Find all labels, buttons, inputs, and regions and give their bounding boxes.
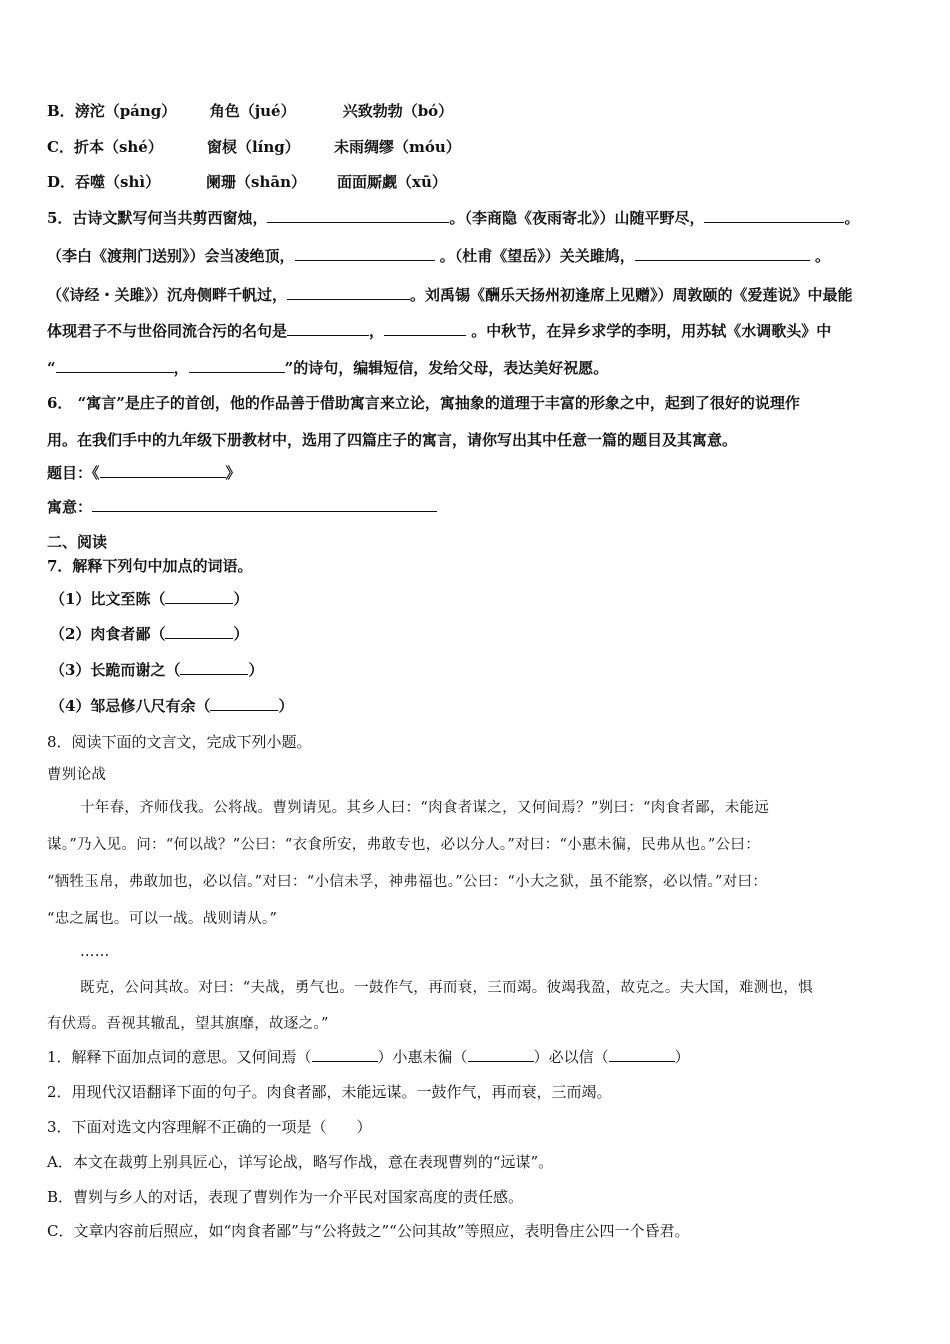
option-item: 未雨绸缪（móu） [333,138,461,156]
option-c [47,137,910,157]
q5-text: 。 [844,209,860,227]
passage-line: 谋。”乃入见。问：“何以战？”公曰：“衣食所安，弗敢专也，必以分人。”对曰：“小惠未徧，民弗从也。”公曰： [47,837,761,853]
option-item: 面面厮觑（xū） [337,173,447,191]
option-label: B． [47,102,75,120]
blank-line[interactable] [287,321,369,336]
q7-item-text: ） [233,590,249,608]
q7-item-text: （4）邹忌修八尺有余（ [50,697,211,715]
q5-text: 5．古诗文默写何当共剪西窗烛， [47,209,268,227]
passage-line: 有伏焉。吾视其辙乱，望其旗靡，故逐之。” [47,1016,329,1032]
q5-text: （《诗经・关雎》）沉舟侧畔千帆过， [47,286,288,304]
passage-line: “牺牲玉帛，弗敢加也，必以信。”对曰：“小信未孚，神弗福也。”公曰：“小大之狱，虽不能察，必以情。”对曰： [47,874,768,890]
option-label: D． [47,173,76,191]
q7-item-text: （3）长跪而谢之（ [50,661,181,679]
blank-line[interactable] [287,285,410,300]
q5-text: “ [47,359,56,377]
q7-item-text: ） [248,661,264,679]
option-item: 窗棂（líng） [206,138,300,156]
blank-line[interactable] [180,660,248,675]
q8-sub-3: 3．下面对选文内容理解不正确的一项是（ ） [47,1118,372,1136]
q5-text: ， [369,322,385,340]
blank-line[interactable] [165,589,233,604]
blank-line[interactable] [635,246,810,261]
blank-line[interactable] [468,1047,534,1062]
blank-line[interactable] [704,208,844,223]
q8-sub-2: 2．用现代汉语翻译下面的句子。肉食者鄙，未能远谋。一鼓作气，再而衰，三而竭。 [47,1083,612,1101]
passage-line: 既克，公问其故。对曰：“夫战，勇气也。一鼓作气，再而衰，三而竭。彼竭我盈，故克之。夫大国，难测也，惧 [80,980,813,996]
q6-title-end: 》 [225,464,241,482]
q5-line-1 [47,208,910,228]
q6-line-2: 用。在我们手中的九年级下册教材中，选用了四篇庄子的寓言，请你写出其中任意一篇的题目及其寓意。 [47,431,738,449]
q5-text: 。（杜甫《望岳》）关关雎鸠， [434,247,635,265]
q6-meaning-row [47,497,910,517]
q5-text: （李白《渡荆门送别》）会当凌绝顶， [47,247,295,265]
option-label: C． [47,138,74,156]
passage-title: 曹刿论战 [47,767,107,783]
q7-item-1 [50,589,910,609]
choice-b: B．曹刿与乡人的对话，表现了曹刿作为一介平民对国家高度的责任感。 [47,1188,524,1206]
option-item: 吞噬（shì） [75,173,161,191]
q5-text: 。中秋节，在异乡求学的李明，用苏轼《水调歌头》中 [466,322,832,340]
q8-sub-text: ） [674,1048,690,1066]
q5-line-3 [47,285,910,305]
option-item: 阑珊（shān） [206,173,306,191]
blank-line[interactable] [165,624,233,639]
q7-item-text: （2）肉食者鄙（ [50,625,166,643]
option-item: 兴致勃勃（bó） [342,102,454,120]
blank-line[interactable] [189,358,285,373]
blank-line[interactable] [210,696,278,711]
q6-title-label: 题目：《 [47,464,100,482]
q6-title-row [47,463,910,483]
q7-item-4 [50,696,910,716]
blank-line[interactable] [312,1047,378,1062]
q8-sub-text: ）小惠未徧（ [377,1048,468,1066]
blank-line[interactable] [267,208,449,223]
q7-item-3 [50,660,910,680]
option-d [47,172,910,192]
section-heading: 二、阅读 [47,533,108,551]
q8-sub-text: ）必以信（ [533,1048,609,1066]
q5-text: 。 [809,247,830,265]
q5-line-4 [47,321,910,341]
q7-item-text: （1）比文至陈（ [50,590,166,608]
passage-line: “忠之属也。可以一战。战则请从。” [47,911,278,927]
blank-line[interactable] [609,1047,675,1062]
q8-sub-text: 1．解释下面加点词的意思。又何间焉（ [47,1048,312,1066]
choice-a: A．本文在裁剪上别具匠心，详写论战，略写作战，意在表现曹刿的“远谋”。 [47,1153,554,1171]
passage-ellipsis: …… [80,944,110,960]
q5-text: ”的诗句，编辑短信，发给父母，表达美好祝愿。 [284,359,609,377]
blank-line[interactable] [92,497,437,512]
blank-line[interactable] [56,358,174,373]
q7-item-text: ） [278,697,294,715]
blank-line[interactable] [384,321,466,336]
q5-text: 。（李商隐《夜雨寄北》）山随平野尽， [449,209,705,227]
q7-item-2 [50,624,910,644]
q7-stem: 7．解释下列句中加点的词语。 [47,557,253,575]
q5-text: 体现君子不与世俗同流合污的名句是 [47,322,288,340]
option-b [47,101,910,121]
option-item: 角色（jué） [209,102,296,120]
q7-item-text: ） [233,625,249,643]
q5-text: ， [173,359,189,377]
blank-line[interactable] [100,463,226,478]
option-item: 折本（shé） [73,138,163,156]
q8-stem: 8．阅读下面的文言文，完成下列小题。 [47,733,312,751]
q6-meaning-label: 寓意： [47,498,93,516]
passage-line: 十年春，齐师伐我。公将战。曹刿请见。其乡人曰：“肉食者谋之，又何间焉？”刿曰：“肉食者鄙，未能远 [80,800,770,816]
option-item: 滂沱（páng） [74,102,177,120]
q5-line-2 [47,246,910,266]
q8-sub-1 [47,1047,910,1067]
q6-line-1: 6． “寓言”是庄子的首创，他的作品善于借助寓言来立论，寓抽象的道理于丰富的形象之中，起到了很好的说理作 [47,394,800,412]
q5-line-5 [47,358,910,378]
q5-text: 。刘禹锡《酬乐天扬州初逢席上见赠》）周敦颐的《爱莲说》中最能 [410,286,853,304]
choice-c: C．文章内容前后照应，如“肉食者鄙”与“公将鼓之”“公问其故”等照应，表明鲁庄公四一个昏君。 [47,1222,690,1240]
blank-line[interactable] [295,246,435,261]
